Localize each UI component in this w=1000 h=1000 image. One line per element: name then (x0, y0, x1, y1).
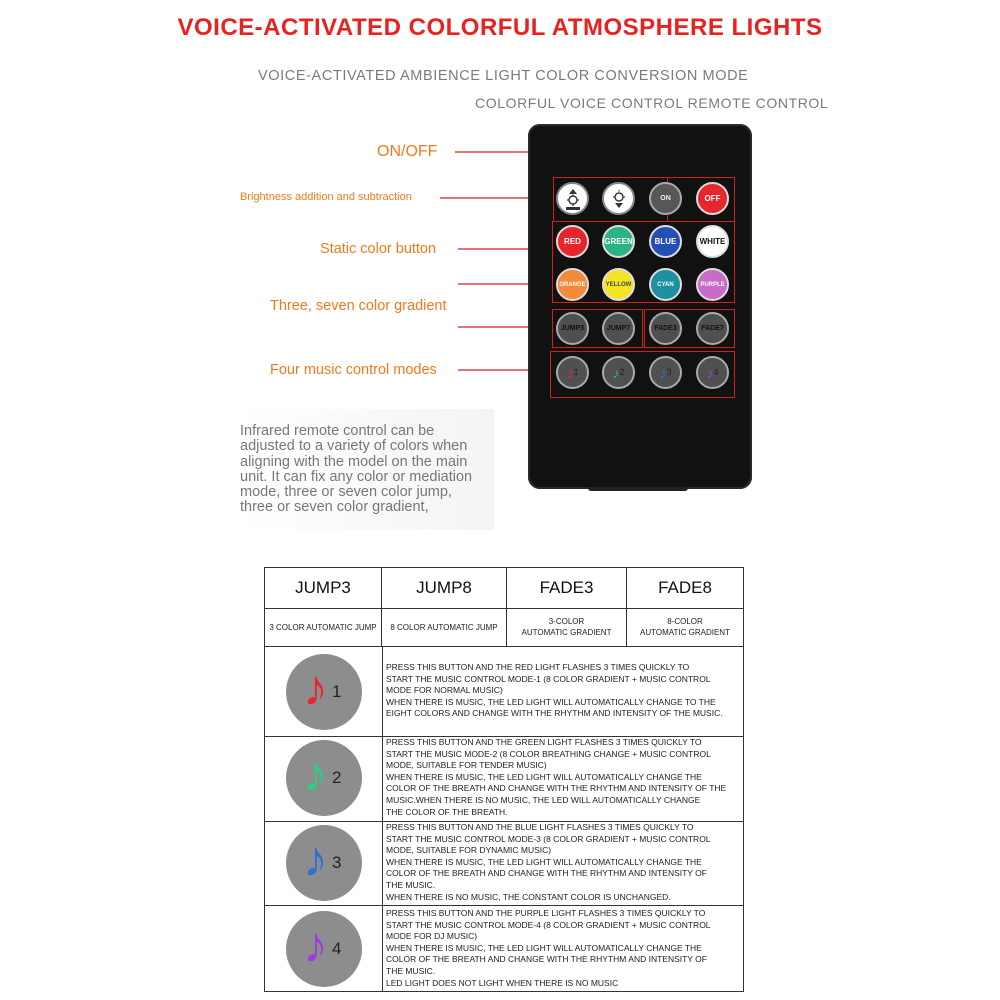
fade3-button[interactable]: FADE3 (649, 312, 682, 345)
subtitle-remote: COLORFUL VOICE CONTROL REMOTE CONTROL (475, 95, 829, 111)
mode-1-description (386, 662, 744, 720)
header-fade3: FADE3 (507, 568, 627, 608)
callout-brightness: Brightness addition and subtraction (240, 191, 412, 203)
yellow-button[interactable]: YELLOW (602, 268, 635, 301)
mode-number: 2 (332, 768, 342, 787)
page-title: VOICE-ACTIVATED COLORFUL ATMOSPHERE LIGHTS (177, 14, 823, 41)
callout-music-modes: Four music control modes (270, 362, 437, 378)
music-mode-2-button[interactable] (602, 356, 635, 389)
callout-gradient: Three, seven color gradient (270, 298, 447, 314)
description-line: three or seven color gradient, (240, 499, 429, 516)
mode-text-line: THE MUSIC. (386, 965, 436, 976)
mode-number: 3 (332, 853, 342, 872)
music-mode-2-label: 2 (619, 367, 625, 377)
subheader-text: 3-COLOR (548, 617, 585, 626)
mode-text-line: WHEN THERE IS NO MUSIC, THE CONSTANT COLOR IS UNCHANGED. (386, 891, 671, 902)
description-text (240, 424, 502, 516)
subheader-text: 8-COLOR (667, 617, 703, 626)
mode-text-line: START THE MUSIC MODE-2 (8 COLOR BREATHING CHANGE + MUSIC CONTROL (386, 748, 711, 759)
music-mode-1-label: 1 (573, 367, 579, 377)
mode-text-line: START THE MUSIC CONTROL MODE-1 (8 COLOR GRADIENT + MUSIC CONTROL (386, 673, 711, 684)
mode-text-line: MODE, SUITABLE FOR DYNAMIC MUSIC) (386, 845, 552, 856)
mode-text-line: MODE FOR NORMAL MUSIC) (386, 685, 503, 696)
mode-text-line: THE COLOR OF THE BREATH. (386, 806, 508, 817)
subheader-text: 3 COLOR AUTOMATIC JUMP (269, 622, 377, 632)
mode-text-line: WHEN THERE IS MUSIC, THE LED LIGHT WILL AUTOMATICALLY CHANGE TO THE (386, 696, 716, 707)
header-jump8: JUMP8 (382, 568, 507, 608)
music-note-icon: ♪ (612, 364, 620, 381)
mode-number: 4 (332, 939, 342, 958)
mode-4-description (386, 908, 744, 989)
mode-text-line: WHEN THERE IS MUSIC, THE LED LIGHT WILL AUTOMATICALLY CHANGE THE (386, 771, 702, 782)
callout-onoff: ON/OFF (377, 143, 438, 160)
red-button[interactable]: RED (556, 225, 589, 258)
table-column-divider (382, 646, 383, 992)
mode-text-line: THE MUSIC. (386, 879, 436, 890)
mode-text-line: WHEN THERE IS MUSIC, THE LED LIGHT WILL AUTOMATICALLY CHANGE THE (386, 942, 702, 953)
jump7-button[interactable]: JUMP7 (602, 312, 635, 345)
blue-button[interactable]: BLUE (649, 225, 682, 258)
music-mode-3-button[interactable] (649, 356, 682, 389)
subtitle-mode: VOICE-ACTIVATED AMBIENCE LIGHT COLOR CONVERSION MODE (258, 68, 749, 84)
remote-control (528, 124, 752, 489)
white-button[interactable]: WHITE (696, 225, 729, 258)
cyan-button[interactable]: CYAN (649, 268, 682, 301)
mode-text-line: PRESS THIS BUTTON AND THE PURPLE LIGHT FLASHES 3 TIMES QUICKLY TO (386, 908, 706, 918)
subheader-jump8 (382, 608, 507, 646)
off-button[interactable]: OFF (696, 182, 729, 215)
music-note-icon: ♪ (706, 364, 714, 381)
brightness-up-icon (560, 186, 586, 212)
mode-text-line: WHEN THERE IS MUSIC, THE LED LIGHT WILL AUTOMATICALLY CHANGE THE (386, 856, 702, 867)
subheader-text: AUTOMATIC GRADIENT (521, 628, 612, 637)
mode-3-description (386, 822, 744, 903)
on-button[interactable]: ON (649, 182, 682, 215)
mode-text-line: COLOR OF THE BREATH AND CHANGE WITH THE RHYTHM AND INTENSITY OF (386, 954, 707, 965)
description-line: adjusted to a variety of colors when (240, 438, 468, 455)
mode-text-line: START THE MUSIC CONTROL MODE-4 (8 COLOR GRADIENT + MUSIC CONTROL (386, 919, 711, 930)
music-note-icon: ♪ (303, 831, 328, 887)
brightness-up-button[interactable] (556, 182, 589, 215)
remote-bottom-nub (588, 487, 688, 491)
header-fade8: FADE8 (658, 578, 712, 597)
mode-text-line: PRESS THIS BUTTON AND THE BLUE LIGHT FLASHES 3 TIMES QUICKLY TO (386, 822, 694, 832)
music-mode-1-button[interactable] (556, 356, 589, 389)
subheader-fade3 (507, 608, 627, 646)
mode-text-line: COLOR OF THE BREATH AND CHANGE WITH THE RHYTHM AND INTENSITY OF THE (386, 783, 727, 794)
description-line: mode, three or seven color jump, (240, 484, 452, 501)
mode-text-line: PRESS THIS BUTTON AND THE RED LIGHT FLASHES 3 TIMES QUICKLY TO (386, 662, 690, 672)
orange-button[interactable]: ORANGE (556, 268, 589, 301)
music-note-icon: ♪ (303, 746, 328, 802)
subheader-fade8 (627, 608, 743, 646)
mode-text-line: COLOR OF THE BREATH AND CHANGE WITH THE RHYTHM AND INTENSITY OF (386, 868, 707, 879)
mode-text-line: PRESS THIS BUTTON AND THE GREEN LIGHT FLASHES 3 TIMES QUICKLY TO (386, 737, 702, 747)
subheader-jump3 (265, 608, 382, 646)
table-divider (265, 646, 743, 647)
table-divider (265, 905, 743, 906)
music-mode-4-icon (286, 911, 362, 987)
subheader-text: 8 COLOR AUTOMATIC JUMP (390, 622, 498, 632)
music-note-icon: ♪ (566, 364, 574, 381)
mode-text-line: EIGHT COLORS AND CHANGE WITH THE RHYTHM AND INTENSITY OF THE MUSIC. (386, 708, 723, 719)
purple-button[interactable]: PURPLE (696, 268, 729, 301)
brightness-down-icon (606, 186, 632, 212)
music-mode-3-icon (286, 825, 362, 901)
music-mode-3-label: 3 (666, 367, 672, 377)
mode-text-line: MODE, SUITABLE FOR TENDER MUSIC) (386, 760, 547, 771)
green-button[interactable]: GREEN (602, 225, 635, 258)
description-line: Infrared remote control can be (240, 423, 435, 439)
jump3-button[interactable]: JUMP3 (556, 312, 589, 345)
music-note-icon: ♪ (303, 917, 328, 973)
mode-number: 1 (332, 682, 342, 701)
mode-2-description (386, 737, 744, 818)
music-note-icon: ♪ (659, 364, 667, 381)
music-note-icon: ♪ (303, 660, 328, 716)
music-mode-4-label: 4 (713, 367, 719, 377)
music-mode-2-icon (286, 740, 362, 816)
brightness-down-button[interactable] (602, 182, 635, 215)
mode-text-line: MUSIC.WHEN THERE IS NO MUSIC, THE LED WILL AUTOMATICALLY CHANGE (386, 794, 701, 805)
music-mode-1-icon (286, 654, 362, 730)
mode-text-line: MODE FOR DJ MUSIC) (386, 931, 478, 942)
mode-text-line: START THE MUSIC CONTROL MODE-3 (8 COLOR GRADIENT + MUSIC CONTROL (386, 833, 711, 844)
header-jump3: JUMP3 (265, 568, 382, 608)
subheader-text: AUTOMATIC GRADIENT (640, 628, 730, 637)
mode-text-line: LED LIGHT DOES NOT LIGHT WHEN THERE IS NO MUSIC (386, 977, 619, 988)
callout-static-color: Static color button (320, 241, 437, 257)
description-line: aligning with the model on the main (240, 453, 468, 470)
mode-table (264, 567, 744, 992)
fade7-button[interactable]: FADE7 (696, 312, 729, 345)
music-mode-4-button[interactable] (696, 356, 729, 389)
description-line: unit. It can fix any color or mediation (240, 468, 473, 485)
